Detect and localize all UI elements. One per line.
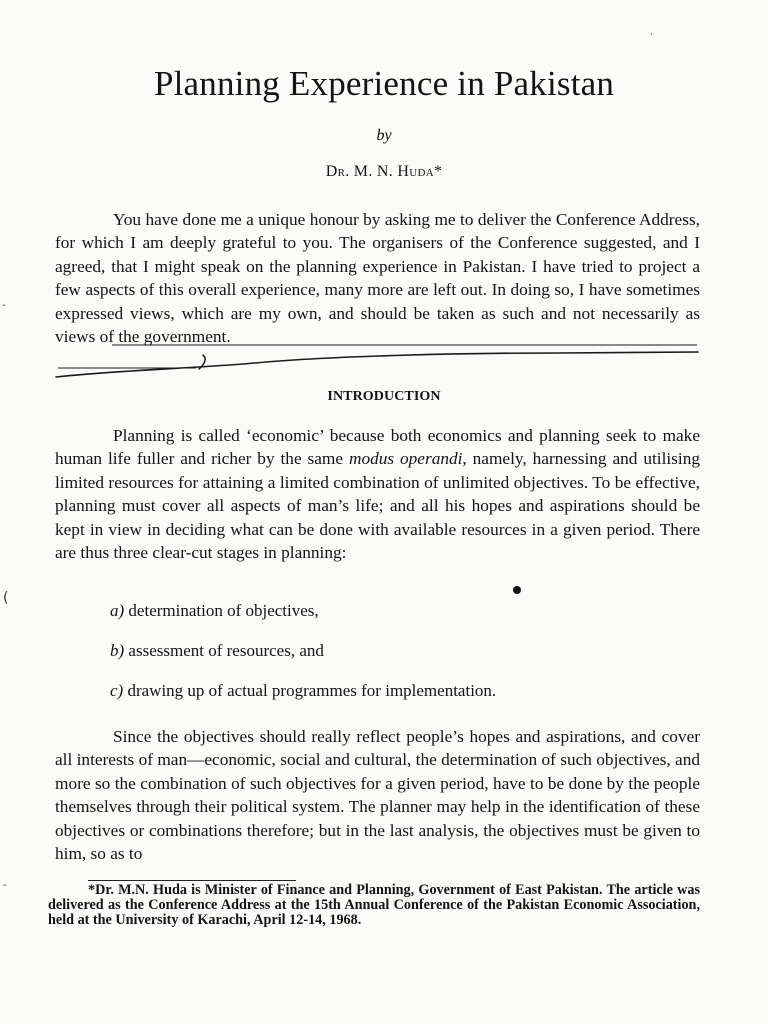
list-item-text: assessment of resources, and <box>128 641 324 660</box>
margin-tick: ( <box>3 590 9 606</box>
list-item <box>110 640 496 680</box>
paragraph-text: You have done me a unique honour by asking me to deliver the Conference Address, for which I am deeply grateful to you. The organisers of the Conference suggested, and I agreed, that I might speak on the planning experience in Pakistan. I have tried to project a few aspects of this overall experience, many more are left out. In doing so, I have sometimes expressed views, which <box>55 210 700 323</box>
list-item-label: a) <box>110 601 125 620</box>
scan-speck: · <box>650 30 653 40</box>
author-name: Dr. M. N. Huda* <box>325 163 443 180</box>
list-item <box>110 600 496 640</box>
paragraph-text: Planning is called ‘economic’ because both economics and planning seek to make human life fuller and richer by the same <box>55 426 700 469</box>
italic-term: modus operandi <box>348 449 463 469</box>
list-item <box>110 680 496 720</box>
margin-tick: - <box>3 880 7 891</box>
margin-tick: - <box>2 300 6 311</box>
list-item-label: c) <box>110 681 124 700</box>
planning-stages-list <box>110 600 496 720</box>
paragraph-objectives: Since the objectives should really reflect people’s hopes and aspirations, and cover all interests of man—economic, social and cultural, the determination of such objectives, and more so the combination of such objectives for a given period, have to be done by the people themselves through their political system. The planner may help in the identification of these objectives or combinations therefore; but in the last analysis, the objectives must be given to him, so as to <box>55 727 700 864</box>
list-item-label: b) <box>110 641 125 660</box>
paragraph-planning-definition <box>55 424 700 564</box>
paragraph-conference-address <box>55 208 700 348</box>
footnote-divider <box>88 880 296 881</box>
list-item-text: determination of objectives, <box>128 601 319 620</box>
byline-prefix: by <box>376 127 392 144</box>
list-item-text: drawing up of actual programmes for implementation. <box>127 681 497 700</box>
footnote: *Dr. M.N. Huda is Minister of Finance and Planning, Government of East Pakistan. The article was delivered as the Conference Address at the 15th Annual Conference of the Pakistan Economic Association, held at the University of Karachi, April 12-14, 1968. <box>48 882 700 928</box>
underlined-remark: are my own, and should be taken as such and not necessarily as views of the government. <box>55 303 700 347</box>
section-heading-introduction: INTRODUCTION <box>327 389 441 404</box>
paragraph-text-continued: , namely, harnessing and utilising limited resources for attaining a limited combination of unlimited objectives. To be effective, planning must cover all aspects of man’s life; and all his hopes and aspirations should be kept in view in deciding what can be done with available resources in a given period. There are thus three clear-cut stages in planning: <box>55 449 700 563</box>
article-title: Planning Experience in Pakistan <box>153 64 615 103</box>
